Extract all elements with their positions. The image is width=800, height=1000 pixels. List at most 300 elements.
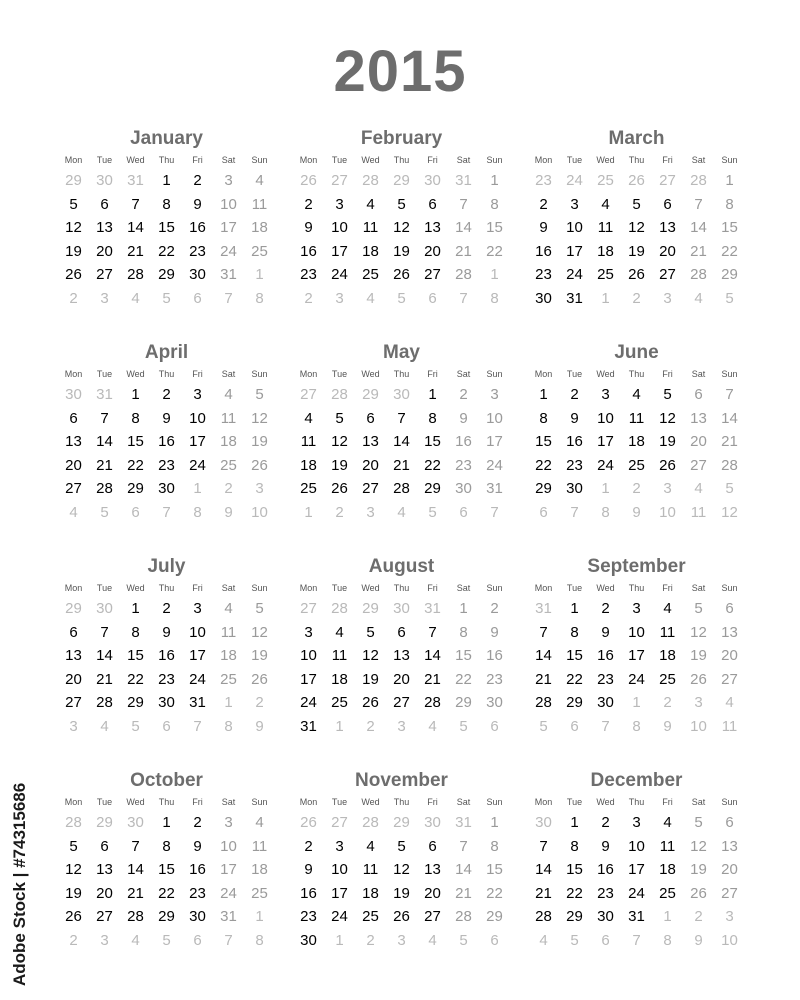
month-december (528, 770, 745, 953)
day: 1 (570, 814, 579, 831)
day-grid (528, 365, 745, 525)
day: 29 (566, 908, 583, 926)
weekday-header: Mon (534, 797, 553, 807)
day-next-month: 1 (304, 503, 313, 521)
weekday-header: Thu (158, 155, 175, 165)
day: 13 (721, 837, 738, 855)
day: 20 (96, 242, 113, 260)
day-next-month: 5 (100, 503, 109, 521)
weekday-header: Fri (192, 797, 203, 807)
day: 6 (694, 386, 703, 403)
day: 10 (566, 219, 583, 237)
weekday-header: Sun (721, 583, 738, 593)
weekday-header: Fri (662, 369, 673, 379)
day: 14 (96, 647, 113, 665)
weekday-header: Fri (192, 583, 203, 593)
weekday-header: Mon (299, 155, 318, 165)
day: 30 (455, 480, 472, 498)
day: 8 (131, 623, 140, 641)
day: 26 (690, 884, 707, 902)
day: 1 (162, 172, 171, 189)
day: 4 (663, 814, 672, 831)
weekday-header: Sat (221, 369, 236, 379)
day-next-month: 7 (490, 503, 499, 521)
day: 2 (304, 837, 313, 855)
day: 10 (331, 219, 348, 237)
day: 13 (65, 647, 82, 665)
day: 12 (65, 219, 82, 237)
day: 6 (69, 409, 78, 427)
day: 26 (362, 694, 379, 712)
day-next-month: 5 (539, 717, 548, 735)
day: 15 (566, 861, 583, 879)
day: 9 (601, 623, 610, 641)
day-next-month: 5 (162, 931, 171, 949)
day: 7 (539, 623, 548, 641)
day: 18 (628, 433, 645, 451)
day-next-month: 2 (255, 694, 264, 712)
day: 31 (566, 289, 583, 307)
day: 19 (65, 242, 82, 260)
day-next-month: 8 (490, 289, 499, 307)
day: 15 (158, 861, 175, 879)
day: 25 (362, 266, 379, 284)
day-next-month: 2 (632, 480, 641, 498)
day: 26 (393, 266, 410, 284)
weekday-header: Sun (251, 797, 268, 807)
day: 21 (455, 242, 472, 260)
day: 2 (162, 386, 171, 403)
day: 9 (162, 409, 171, 427)
weekday-header: Mon (64, 369, 83, 379)
day-next-month: 5 (131, 717, 140, 735)
day-prev-month: 31 (455, 814, 472, 831)
day-next-month: 7 (601, 717, 610, 735)
day: 22 (158, 242, 175, 260)
day: 3 (193, 600, 202, 617)
weekday-header: Wed (361, 155, 380, 165)
day: 14 (127, 219, 144, 237)
day: 16 (158, 433, 175, 451)
day: 5 (397, 837, 406, 855)
day: 29 (721, 266, 738, 284)
day: 13 (65, 433, 82, 451)
day: 31 (189, 694, 206, 712)
day: 5 (397, 195, 406, 213)
day: 7 (539, 837, 548, 855)
weekday-header: Fri (192, 369, 203, 379)
day: 2 (490, 600, 499, 617)
day-next-month: 8 (255, 931, 264, 949)
day: 1 (428, 386, 437, 403)
day: 8 (725, 195, 734, 213)
day: 12 (690, 837, 707, 855)
weekday-header: Tue (331, 155, 348, 165)
day: 17 (566, 242, 583, 260)
day-next-month: 1 (193, 480, 202, 498)
weekday-header: Wed (361, 369, 380, 379)
month-name: November (355, 770, 448, 791)
month-may (293, 342, 510, 525)
day: 7 (725, 386, 734, 403)
day: 1 (131, 386, 140, 403)
day: 28 (535, 694, 552, 712)
day: 16 (300, 884, 317, 902)
day: 2 (539, 195, 548, 213)
day: 15 (566, 647, 583, 665)
day-next-month: 8 (193, 503, 202, 521)
day: 8 (490, 195, 499, 213)
day: 8 (539, 409, 548, 427)
weekday-header: Fri (662, 797, 673, 807)
day-next-month: 6 (490, 931, 499, 949)
day: 14 (455, 219, 472, 237)
day-grid (528, 793, 745, 953)
day: 15 (535, 433, 552, 451)
day: 29 (158, 266, 175, 284)
day-next-month: 3 (366, 503, 375, 521)
day: 26 (690, 670, 707, 688)
weekday-header: Wed (596, 797, 615, 807)
day-next-month: 10 (659, 503, 676, 521)
day-prev-month: 30 (127, 814, 144, 831)
weekday-header: Mon (534, 155, 553, 165)
day: 1 (490, 814, 499, 831)
day: 8 (162, 837, 171, 855)
weekday-header: Fri (427, 797, 438, 807)
day-prev-month: 27 (300, 600, 317, 617)
weekday-header: Wed (596, 369, 615, 379)
day: 31 (220, 908, 237, 926)
day: 17 (331, 884, 348, 902)
weekday-header: Fri (427, 583, 438, 593)
day: 17 (628, 647, 645, 665)
day-next-month: 5 (570, 931, 579, 949)
day: 11 (300, 433, 317, 451)
day: 27 (721, 670, 738, 688)
day: 23 (300, 908, 317, 926)
day-next-month: 5 (428, 503, 437, 521)
weekday-header: Mon (299, 369, 318, 379)
month-april (58, 342, 275, 525)
day: 16 (566, 433, 583, 451)
day-prev-month: 30 (393, 600, 410, 617)
day-next-month: 6 (539, 503, 548, 521)
day: 7 (131, 837, 140, 855)
day: 3 (304, 623, 313, 641)
month-june (528, 342, 745, 525)
day: 31 (628, 908, 645, 926)
day: 18 (362, 884, 379, 902)
day: 25 (220, 670, 237, 688)
day: 17 (189, 647, 206, 665)
day: 3 (632, 600, 641, 617)
weekday-header: Sun (251, 369, 268, 379)
day: 23 (300, 266, 317, 284)
day: 23 (597, 670, 614, 688)
day: 19 (690, 861, 707, 879)
day: 25 (362, 908, 379, 926)
day-next-month: 1 (632, 694, 641, 712)
day: 19 (251, 647, 268, 665)
weekday-header: Mon (299, 583, 318, 593)
day: 26 (251, 670, 268, 688)
day-next-month: 1 (255, 266, 264, 284)
day: 30 (189, 908, 206, 926)
day-next-month: 4 (428, 931, 437, 949)
day: 17 (220, 219, 237, 237)
day: 30 (300, 931, 317, 949)
day: 18 (331, 670, 348, 688)
day: 20 (721, 861, 738, 879)
day-next-month: 9 (663, 717, 672, 735)
day: 26 (65, 266, 82, 284)
day: 19 (362, 670, 379, 688)
day-next-month: 3 (663, 480, 672, 498)
day: 22 (127, 670, 144, 688)
day: 10 (220, 837, 237, 855)
day-next-month: 6 (570, 717, 579, 735)
day: 29 (127, 694, 144, 712)
day: 2 (601, 600, 610, 617)
day: 10 (486, 409, 503, 427)
day: 21 (424, 670, 441, 688)
day: 11 (659, 837, 676, 855)
day: 9 (490, 623, 499, 641)
weekday-header: Tue (96, 583, 113, 593)
day-next-month: 4 (131, 289, 140, 307)
day: 23 (486, 670, 503, 688)
day-next-month: 2 (224, 480, 233, 498)
day: 16 (158, 647, 175, 665)
day: 20 (393, 670, 410, 688)
day-next-month: 6 (131, 503, 140, 521)
weekday-header: Wed (361, 797, 380, 807)
day: 5 (335, 409, 344, 427)
day: 18 (300, 456, 317, 474)
day-next-month: 7 (162, 503, 171, 521)
day-prev-month: 29 (96, 814, 113, 831)
day: 17 (486, 433, 503, 451)
day-prev-month: 23 (535, 172, 552, 189)
day: 27 (721, 884, 738, 902)
weekday-header: Thu (393, 797, 410, 807)
day: 15 (486, 219, 503, 237)
day: 13 (659, 219, 676, 237)
day-next-month: 11 (721, 717, 738, 735)
day-next-month: 4 (694, 480, 703, 498)
day-prev-month: 31 (535, 600, 552, 617)
day: 9 (162, 623, 171, 641)
day-next-month: 4 (694, 289, 703, 307)
day: 29 (424, 480, 441, 498)
day: 8 (428, 409, 437, 427)
weekday-header: Sun (486, 797, 503, 807)
day-prev-month: 30 (96, 600, 113, 617)
day: 1 (570, 600, 579, 617)
day-prev-month: 29 (362, 600, 379, 617)
day: 6 (428, 195, 437, 213)
day: 22 (127, 456, 144, 474)
day: 27 (65, 694, 82, 712)
day: 23 (158, 456, 175, 474)
day: 31 (300, 717, 317, 735)
day: 10 (597, 409, 614, 427)
day-next-month: 1 (255, 908, 264, 926)
weekday-header: Wed (361, 583, 380, 593)
day: 12 (251, 623, 268, 641)
day: 29 (158, 908, 175, 926)
day: 7 (459, 195, 468, 213)
day-next-month: 5 (725, 480, 734, 498)
weekday-header: Fri (427, 369, 438, 379)
day: 25 (300, 480, 317, 498)
day-next-month: 10 (721, 931, 738, 949)
day: 25 (628, 456, 645, 474)
day-prev-month: 30 (393, 386, 410, 403)
day-next-month: 7 (193, 717, 202, 735)
weekday-header: Tue (566, 369, 583, 379)
day: 4 (224, 386, 233, 403)
day-grid (293, 365, 510, 525)
day: 16 (189, 861, 206, 879)
day-next-month: 3 (100, 931, 109, 949)
day: 6 (725, 600, 734, 617)
day: 6 (366, 409, 375, 427)
weekday-header: Wed (126, 369, 145, 379)
weekday-header: Tue (566, 155, 583, 165)
weekday-header: Thu (158, 583, 175, 593)
day: 24 (331, 266, 348, 284)
day: 26 (331, 480, 348, 498)
day: 20 (96, 884, 113, 902)
day: 25 (659, 670, 676, 688)
day: 18 (362, 242, 379, 260)
day: 25 (251, 884, 268, 902)
day: 5 (694, 814, 703, 831)
day: 1 (162, 814, 171, 831)
day: 26 (393, 908, 410, 926)
day: 21 (690, 242, 707, 260)
day: 23 (535, 266, 552, 284)
day-next-month: 6 (193, 931, 202, 949)
day: 24 (597, 456, 614, 474)
month-name: June (614, 342, 659, 363)
month-name: October (130, 770, 203, 791)
day: 22 (455, 670, 472, 688)
day: 15 (127, 647, 144, 665)
day-prev-month: 30 (65, 386, 82, 403)
day: 27 (424, 908, 441, 926)
weekday-header: Wed (126, 155, 145, 165)
day-next-month: 7 (632, 931, 641, 949)
day: 11 (659, 623, 676, 641)
day: 28 (127, 266, 144, 284)
day: 2 (193, 814, 202, 831)
day: 9 (193, 195, 202, 213)
month-july (58, 556, 275, 739)
day: 20 (362, 456, 379, 474)
day: 11 (251, 195, 268, 213)
day-next-month: 1 (601, 480, 610, 498)
day: 12 (628, 219, 645, 237)
day-prev-month: 29 (65, 600, 82, 617)
day: 27 (424, 266, 441, 284)
day-next-month: 3 (694, 694, 703, 712)
day: 2 (459, 386, 468, 403)
weekday-header: Thu (393, 369, 410, 379)
day: 18 (220, 647, 237, 665)
day: 7 (100, 409, 109, 427)
day: 24 (220, 884, 237, 902)
day: 17 (220, 861, 237, 879)
day: 6 (397, 623, 406, 641)
day: 21 (393, 456, 410, 474)
day: 4 (601, 195, 610, 213)
weekday-header: Thu (158, 797, 175, 807)
day: 8 (162, 195, 171, 213)
day: 24 (189, 670, 206, 688)
day: 24 (566, 266, 583, 284)
day: 10 (189, 623, 206, 641)
day-next-month: 1 (663, 908, 672, 926)
day-next-month: 4 (539, 931, 548, 949)
day-next-month: 6 (601, 931, 610, 949)
weekday-header: Sat (691, 155, 706, 165)
day: 18 (659, 647, 676, 665)
month-name: December (590, 770, 683, 791)
day: 9 (601, 837, 610, 855)
day: 1 (459, 600, 468, 617)
weekday-header: Tue (96, 369, 113, 379)
day: 10 (220, 195, 237, 213)
day: 16 (597, 647, 614, 665)
day: 16 (300, 242, 317, 260)
day: 13 (424, 219, 441, 237)
day-next-month: 6 (428, 289, 437, 307)
month-january (58, 128, 275, 311)
day: 28 (455, 908, 472, 926)
day: 22 (535, 456, 552, 474)
day: 2 (304, 195, 313, 213)
weekday-header: Sun (251, 155, 268, 165)
day-next-month: 4 (100, 717, 109, 735)
day: 27 (362, 480, 379, 498)
weekday-header: Wed (126, 583, 145, 593)
day-prev-month: 28 (331, 386, 348, 403)
day-next-month: 2 (69, 289, 78, 307)
day: 5 (255, 600, 264, 617)
day: 11 (220, 409, 237, 427)
day: 6 (69, 623, 78, 641)
day-grid (293, 151, 510, 311)
day: 3 (601, 386, 610, 403)
day: 15 (127, 433, 144, 451)
day: 10 (331, 861, 348, 879)
weekday-header: Thu (158, 369, 175, 379)
day: 13 (721, 623, 738, 641)
day-next-month: 3 (725, 908, 734, 926)
day: 18 (659, 861, 676, 879)
day: 26 (628, 266, 645, 284)
day: 9 (459, 409, 468, 427)
day: 13 (96, 861, 113, 879)
day: 3 (570, 195, 579, 213)
month-february (293, 128, 510, 311)
day: 20 (65, 456, 82, 474)
day: 19 (690, 647, 707, 665)
day-next-month: 2 (366, 931, 375, 949)
